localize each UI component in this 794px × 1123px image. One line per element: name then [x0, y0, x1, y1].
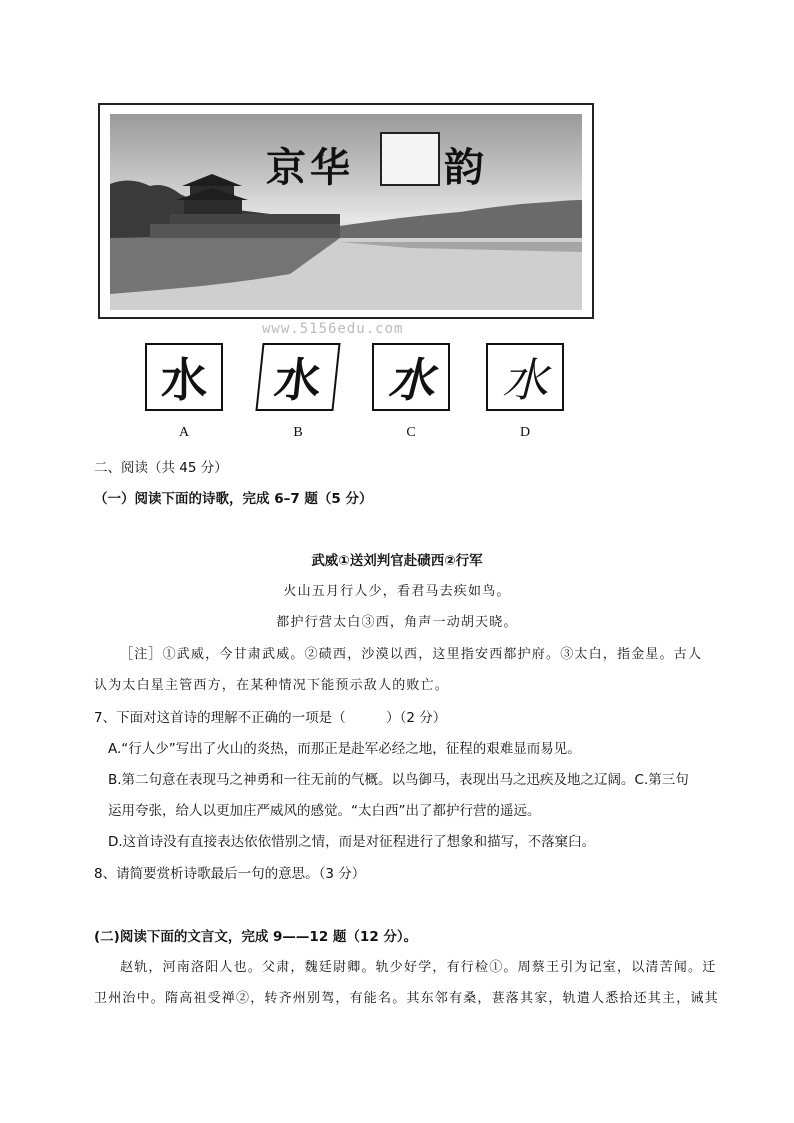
watermark: www.5156edu.com [262, 321, 404, 337]
option-c-glyph: 水 [388, 353, 434, 407]
option-b-label: B [293, 425, 303, 440]
section-heading: 二、阅读（共 45 分） [94, 460, 228, 476]
prose-line-2: 卫州治中。隋高祖受禅②，转齐州别驾，有能名。其东邻有桑，葚落其家，轨遣人悉拾还其主，诫其 [94, 991, 719, 1006]
option-b-box [255, 343, 340, 411]
option-a-box [145, 343, 223, 411]
poem-title: 武威①送刘判官赴碛西②行军 [311, 553, 483, 569]
banner-title-left: 京华 [266, 144, 354, 191]
poem-note-line-2: 认为太白星主管西方，在某种情况下能预示敌人的败亡。 [94, 678, 450, 693]
far-hills [340, 200, 582, 242]
part1-heading: （一）阅读下面的诗歌，完成 6–7 题（5 分） [94, 491, 373, 507]
option-b-glyph: 水 [271, 353, 324, 407]
poem-line-1: 火山五月行人少，看君马去疾如鸟。 [283, 584, 511, 599]
question-7-option-b-line-2: 运用夸张，给人以更加庄严威风的感觉。“太白西”出了都护行营的遥远。 [108, 803, 541, 819]
option-c-box [372, 343, 450, 411]
banner-title-right: 韵 [444, 144, 488, 191]
option-a-label: A [178, 425, 190, 440]
banner-image [98, 103, 594, 319]
option-d-box [486, 343, 564, 411]
blank-character-box [380, 132, 440, 186]
prose-line-1: 赵轨，河南洛阳人也。父肃，魏廷尉卿。轨少好学，有行检①。周蔡王引为记室，以清苦闻。迁 [120, 960, 717, 975]
question-8: 8、请简要赏析诗歌最后一句的意思。（3 分） [94, 866, 366, 882]
question-7-stem: 7、下面对这首诗的理解不正确的一项是（ ）（2 分） [94, 710, 447, 726]
question-7-option-d: D.这首诗没有直接表达依依惜别之情，而是对征程进行了想象和描写，不落窠臼。 [108, 834, 596, 850]
option-a-glyph: 水 [161, 353, 207, 407]
poem-note-line-1: ［注］①武威，今甘肃武威。②碛西，沙漠以西，这里指安西都护府。③太白，指金星。古人 [120, 647, 703, 662]
question-7-option-a: A.“行人少”写出了火山的炎热，而那正是赴军必经之地，征程的艰难显而易见。 [108, 741, 581, 757]
option-d-label: D [519, 425, 531, 440]
poem-line-2: 都护行营太白③西，角声一动胡天晓。 [276, 615, 518, 630]
part2-heading: (二)阅读下面的文言文，完成 9——12 题（12 分）。 [94, 929, 418, 945]
option-c-label: C [406, 425, 416, 440]
city-wall [150, 224, 340, 238]
option-d-glyph: 水 [502, 353, 548, 407]
question-7-option-b-line-1: B.第二句意在表现马之神勇和一往无前的气概。以鸟御马，表现出马之迅疾及地之辽阔。C.第三句 [108, 772, 689, 788]
banner-photo [110, 114, 582, 310]
